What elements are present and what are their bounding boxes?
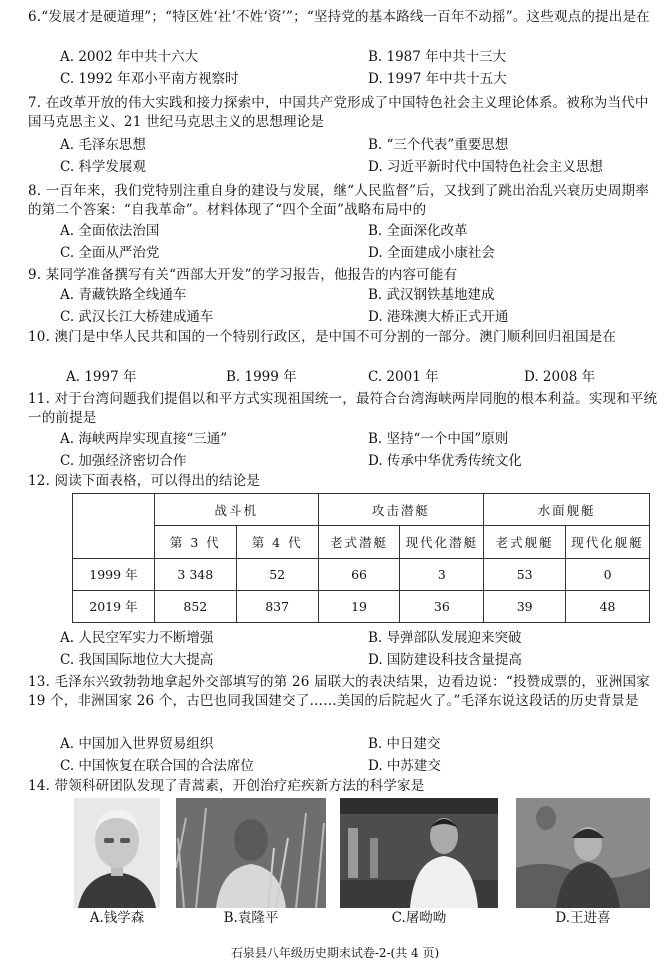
question-6-stem: 6.“发展才是硬道理”；“特区姓‘社’不姓‘资’”；“坚持党的基本路线一百年不动摇”。这些观点的提出是在 [28, 9, 650, 25]
question-7-option-a[interactable]: A. 毛泽东思想 [60, 137, 146, 153]
question-12-option-c[interactable]: C. 我国国际地位大大提高 [60, 652, 214, 668]
question-8-option-d[interactable]: D. 全面建成小康社会 [368, 245, 495, 261]
table-cell: 39 [484, 590, 566, 622]
table-cell: 66 [318, 558, 400, 590]
question-11-option-d[interactable]: D. 传承中华优秀传统文化 [368, 453, 522, 469]
question-9-stem: 9. 某同学准备撰写有关“西部大开发”的学习报告，他报告的内容可能有 [28, 267, 458, 283]
question-9-option-b[interactable]: B. 武汉钢铁基地建成 [368, 287, 495, 303]
question-10-option-b[interactable]: B. 1999 年 [226, 369, 297, 385]
table-cell: 48 [566, 590, 650, 622]
question-6-option-a[interactable]: A. 2002 年中共十六大 [60, 49, 198, 65]
question-9-option-a[interactable]: A. 青藏铁路全线通车 [60, 287, 187, 303]
question-8-option-b[interactable]: B. 全面深化改革 [368, 223, 468, 239]
question-7-option-d[interactable]: D. 习近平新时代中国特色社会主义思想 [368, 159, 603, 175]
question-12-stem: 12. 阅读下面表格，可以得出的结论是 [28, 473, 261, 489]
table-corner-cell [73, 494, 155, 559]
question-12-option-b[interactable]: B. 导弹部队发展迎来突破 [368, 630, 522, 646]
question-7-option-b[interactable]: B. “三个代表”重要思想 [368, 137, 509, 153]
table-cell: 852 [154, 590, 236, 622]
table-year-cell: 2019 年 [73, 590, 155, 622]
question-6-option-d[interactable]: D. 1997 年中共十五大 [368, 71, 507, 87]
table-subheader: 第 3 代 [154, 526, 236, 558]
portrait-photo-d[interactable] [516, 798, 650, 908]
question-8-option-c[interactable]: C. 全面从严治党 [60, 245, 160, 261]
table-subheader: 第 4 代 [236, 526, 318, 558]
question-8-option-a[interactable]: A. 全面依法治国 [60, 223, 160, 239]
table-cell: 53 [484, 558, 566, 590]
table-cell: 52 [236, 558, 318, 590]
question-13-stem: 13. 毛泽东兴致勃勃地拿起外交部填写的第 26 届联大的表决结果，边看边说：“投赞成票的，亚洲国家 19 个，非洲国家 26 个，古巴也同我国建交了……美国的后院起火了。”毛泽东说这段话的历史背景是 [28, 674, 650, 709]
question-12-option-d[interactable]: D. 国防建设科技含量提高 [368, 652, 522, 668]
question-12-option-a[interactable]: A. 人民空军实力不断增强 [60, 630, 214, 646]
question-7-stem: 7. 在改革开放的伟大实践和接力探索中，中国共产党形成了中国特色社会主义理论体系。被称为当代中国马克思主义、21 世纪马克思主义的思想理论是 [28, 95, 649, 130]
table-group-header: 攻击潜艇 [318, 494, 484, 526]
table-group-header: 水面舰艇 [484, 494, 650, 526]
table-cell: 3 348 [154, 558, 236, 590]
question-13-option-d[interactable]: D. 中苏建交 [368, 758, 441, 774]
table-subheader: 老式潜艇 [318, 526, 400, 558]
table-row [73, 558, 650, 590]
page-footer: 石泉县八年级历史期末试卷-2-(共 4 页) [230, 946, 440, 960]
photo-caption-c[interactable]: C.屠呦呦 [391, 910, 447, 926]
question-11-option-c[interactable]: C. 加强经济密切合作 [60, 453, 187, 469]
question-13-option-b[interactable]: B. 中日建交 [368, 736, 441, 752]
table-subheader: 现代化舰艇 [566, 526, 650, 558]
question-9-option-c[interactable]: C. 武汉长江大桥建成通车 [60, 309, 214, 325]
portrait-photo-c[interactable] [340, 798, 498, 908]
photo-caption-b[interactable]: B.袁隆平 [223, 910, 279, 926]
question-11-stem: 11. 对于台湾问题我们提倡以和平方式实现祖国统一，最符合台湾海峡两岸同胞的根本利益。实现和平统一的前提是 [28, 391, 658, 426]
question-10-stem: 10. 澳门是中华人民共和国的一个特别行政区，是中国不可分割的一部分。澳门顺利回归祖国是在 [28, 329, 617, 345]
equipment-table [72, 493, 650, 623]
table-cell: 837 [236, 590, 318, 622]
question-10-option-d[interactable]: D. 2008 年 [524, 369, 596, 385]
table-cell: 19 [318, 590, 400, 622]
question-14-stem: 14. 带领科研团队发现了青蒿素，开创治疗疟疾新方法的科学家是 [28, 778, 425, 794]
question-11-option-b[interactable]: B. 坚持“一个中国”原则 [368, 431, 509, 447]
question-7-option-c[interactable]: C. 科学发展观 [60, 159, 146, 175]
question-13-option-c[interactable]: C. 中国恢复在联合国的合法席位 [60, 758, 254, 774]
portrait-photo-a[interactable] [74, 798, 160, 908]
table-subheader: 老式舰艇 [484, 526, 566, 558]
photo-caption-d[interactable]: D.王进喜 [555, 910, 611, 926]
table-cell: 0 [566, 558, 650, 590]
portrait-photo-b[interactable] [176, 798, 326, 908]
question-9-option-d[interactable]: D. 港珠澳大桥正式开通 [368, 309, 509, 325]
question-10-option-c[interactable]: C. 2001 年 [368, 369, 439, 385]
question-6-option-b[interactable]: B. 1987 年中共十三大 [368, 49, 507, 65]
table-row [73, 590, 650, 622]
table-year-cell: 1999 年 [73, 558, 155, 590]
question-11-option-a[interactable]: A. 海峡两岸实现直接“三通” [60, 431, 228, 447]
question-13-option-a[interactable]: A. 中国加入世界贸易组织 [60, 736, 214, 752]
table-group-header: 战斗机 [154, 494, 318, 526]
question-8-stem: 8. 一百年来，我们党特别注重自身的建设与发展，继“人民监督”后，又找到了跳出治乱兴衰历史周期率的第二个答案：“自我革命”。材料体现了“四个全面”战略布局中的 [28, 183, 650, 218]
table-cell: 3 [400, 558, 484, 590]
question-10-option-a[interactable]: A. 1997 年 [66, 369, 137, 385]
question-6-option-c[interactable]: C. 1992 年邓小平南方视察时 [60, 71, 239, 87]
photo-caption-a[interactable]: A.钱学森 [89, 910, 145, 926]
table-cell: 36 [400, 590, 484, 622]
table-subheader: 现代化潜艇 [400, 526, 484, 558]
